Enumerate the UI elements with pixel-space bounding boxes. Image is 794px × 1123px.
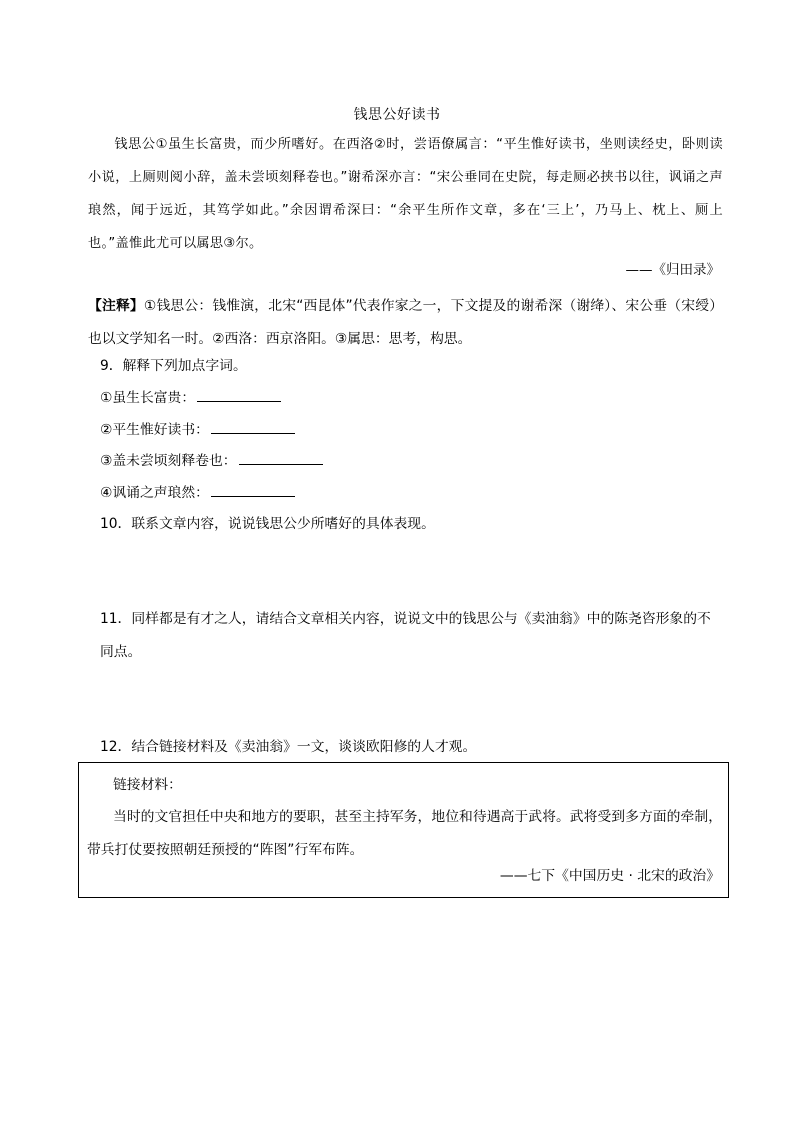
link-material-source: ——七下《中国历史 · 北宋的政治》 [499,868,720,884]
question-9-item-1: ①虽生长富贵： [100,382,281,415]
answer-blank[interactable] [211,419,295,434]
link-material-label: 链接材料： [113,777,182,793]
annotation-text: ①钱思公：钱惟演，北宋“西昆体”代表作家之一，下文提及的谢希深（谢绛）、宋公垂（宋绶）也以文学知名一时。②西洛：西京洛阳。③属思：思考，构思。 [88,298,724,347]
link-material-box [78,762,729,898]
passage-body [88,128,723,260]
question-9-item-4: ④讽诵之声琅然： [100,477,295,510]
passage-title: 钱思公好读书 [353,107,441,123]
answer-blank[interactable] [197,387,281,402]
annotation-heading: 【注释】 [88,298,144,314]
question-11: 11．同样都是有才之人，请结合文章相关内容，说说文中的钱思公与《卖油翁》中的陈尧咨形象的不同点。 [100,611,711,660]
passage-source: ——《归田录》 [625,262,720,278]
link-material-text: 当时的文官担任中央和地方的要职，甚至主持军务，地位和待遇高于武将。武将受到多方面的牵制，带兵打仗要按照朝廷预授的“阵图”行军布阵。 [87,809,722,858]
question-9: 9．解释下列加点字词。 [100,358,247,374]
answer-blank[interactable] [211,482,295,497]
passage-text: 钱思公①虽生长富贵，而少所嗜好。在西洛②时，尝语僚属言：“平生惟好读书，坐则读经史，卧则读小说，上厕则阅小辞，盖未尝顷刻释卷也。”谢希深亦言：“宋公垂同在史院，每走厕必挟书以往，讽诵之声琅然，闻于远近，其笃学如此。”余因谓希深曰：“余平生所作文章，多在‘三上’，乃马上、枕上、厕上也。”盖惟此尤可以属思③尔。 [88,137,723,251]
question-9-item-2: ②平生惟好读书： [100,414,295,447]
question-10: 10．联系文章内容，说说钱思公少所嗜好的具体表现。 [100,516,435,532]
answer-blank[interactable] [239,450,323,465]
question-9-item-3: ③盖未尝顷刻释卷也： [100,445,323,478]
question-12: 12．结合链接材料及《卖油翁》一文，谈谈欧阳修的人才观。 [100,739,477,755]
annotation [88,290,723,356]
